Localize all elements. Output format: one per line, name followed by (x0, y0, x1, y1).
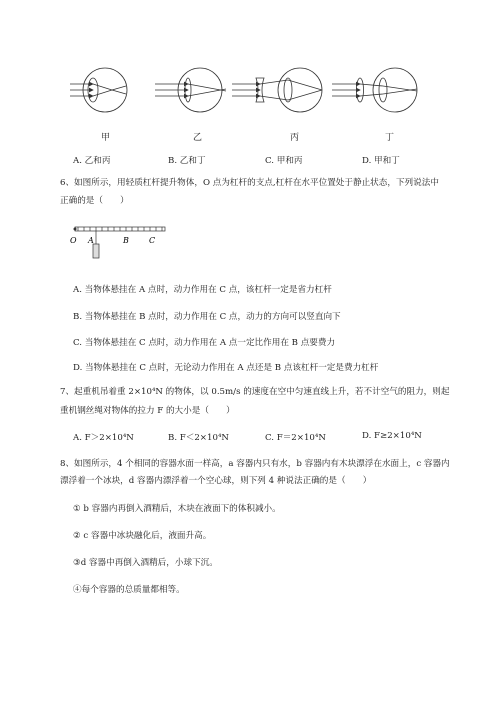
q6-option-c: C. 当物体悬挂在 C 点时，动力作用在 A 点一定比作用在 B 点要费力 (73, 338, 336, 348)
q6-option-d: D. 当物体悬挂在 C 点时，无论动力作用在 A 点还是 B 点该杠杆一定是费力杠杆 (73, 363, 379, 373)
lever-label-c: C (149, 236, 156, 245)
eye-label-ding: 丁 (385, 133, 395, 143)
q6-stem-line2: 正确的是（ ） (60, 196, 129, 206)
lever-figure (60, 222, 170, 264)
eye-label-jia: 甲 (101, 133, 111, 143)
q8-statement-2: ② c 容器中冰块融化后，液面升高。 (73, 531, 212, 541)
q7-option-c: C. F＝2×10⁴N (265, 433, 326, 443)
q5-option-d: D. 甲和丁 (362, 156, 400, 166)
q7-stem-line1: 7、起重机吊着重 2×10⁴N 的物体，以 0.5m/s 的速度在空中匀速直线上升，若不计空气的阻力，则起 (60, 387, 450, 397)
q6-stem-line1: 6、如图所示，用轻质杠杆提升物体，O 点为杠杆的支点,杠杆在水平位置处于静止状态，下列说法中 (60, 178, 439, 188)
q7-option-d: D. F≥2×10⁴N (362, 431, 422, 441)
lever-label-b: B (123, 236, 129, 245)
eye-diagram-jia (70, 68, 127, 112)
eye-diagrams-figure (60, 62, 440, 122)
q6-option-a: A. 当物体悬挂在 A 点时，动力作用在 C 点，该杠杆一定是省力杠杆 (73, 285, 332, 295)
q7-option-a: A. F＞2×10⁴N (73, 433, 134, 443)
lever-label-a: A (88, 236, 94, 245)
eye-diagram-ding (332, 68, 417, 112)
eye-diagram-yi (155, 68, 226, 112)
eye-diagram-bing (232, 68, 322, 112)
q7-stem-line2: 重机钢丝绳对物体的拉力 F 的大小是（ ） (60, 406, 235, 416)
q8-statement-4: ④每个容器的总质量都相等。 (73, 585, 185, 595)
q5-option-b: B. 乙和丁 (168, 156, 206, 166)
q7-option-b: B. F＜2×10⁴N (168, 433, 229, 443)
q8-statement-3: ③d 容器中再倒入酒精后，小球下沉。 (73, 558, 218, 568)
eye-label-bing: 丙 (290, 133, 300, 143)
q8-statement-1: ① b 容器内再倒入酒精后，木块在液面下的体积减小。 (73, 504, 281, 514)
q8-stem-line2: 漂浮着一个冰块，d 容器内漂浮着一个空心球，则下列 4 种说法正确的是（ ） (60, 476, 372, 486)
q8-stem-line1: 8、如图所示，4 个相同的容器水面一样高，a 容器内只有水，b 容器内有木块漂浮在水面上，c 容器内 (60, 459, 450, 469)
q6-option-b: B. 当物体悬挂在 B 点时，动力作用在 C 点，动力的方向可以竖直向下 (73, 312, 341, 322)
eye-label-yi: 乙 (193, 133, 203, 143)
lever-label-o: O (70, 236, 77, 245)
q5-option-c: C. 甲和丙 (265, 156, 303, 166)
q5-option-a: A. 乙和丙 (73, 156, 111, 166)
